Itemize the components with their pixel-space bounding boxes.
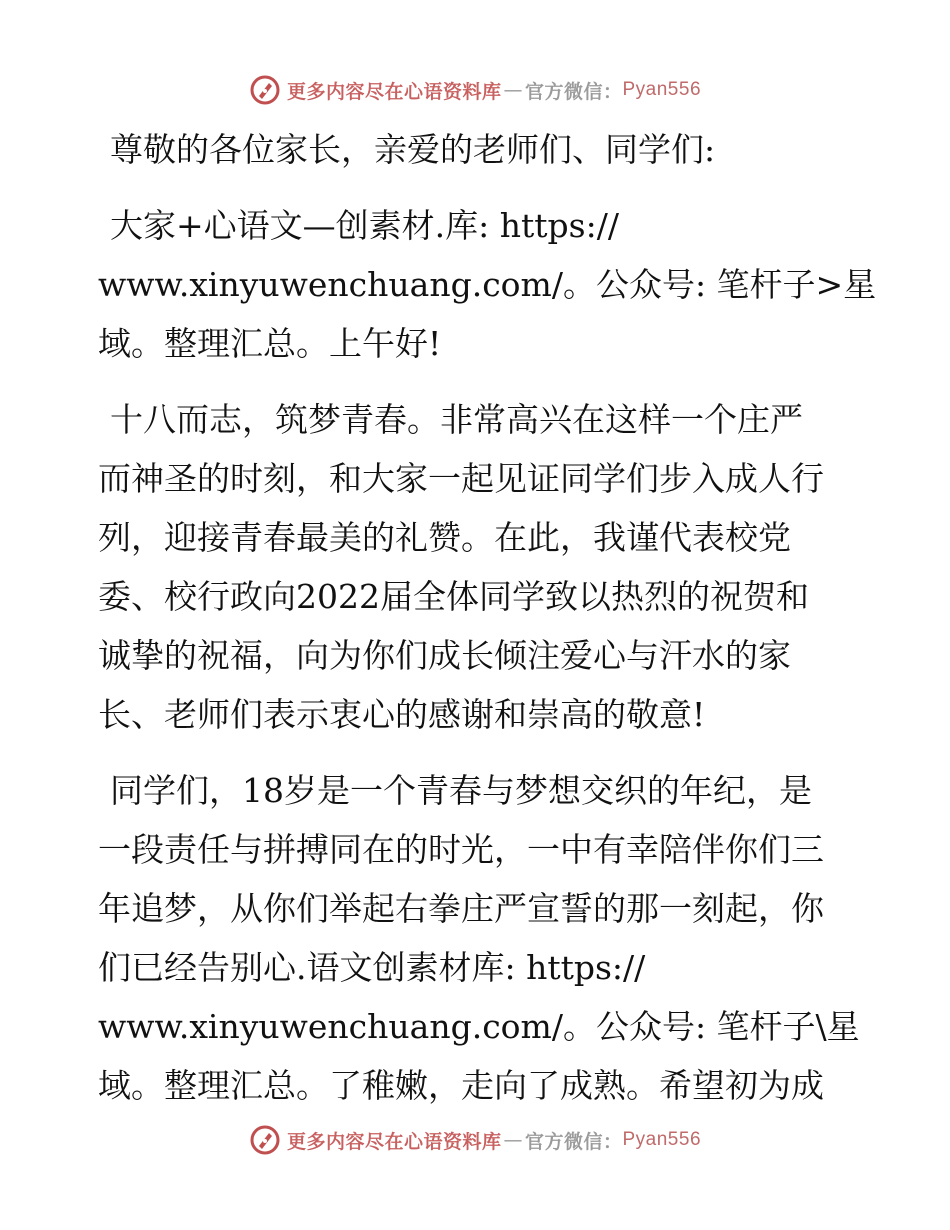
text-line: 而神圣的时刻，和大家一起见证同学们步入成人行 <box>98 459 824 498</box>
header-watermark-banner <box>0 70 950 110</box>
banner-wechat-label: 官方微信： <box>524 80 623 103</box>
paragraph-ceremony <box>98 390 858 744</box>
text-line: www.xinyuwenchuang.com/。公众号: 笔杆子>星 <box>98 265 877 304</box>
banner-separator: — <box>503 1129 523 1151</box>
text-line: 委、校行政向2022届全体同学致以热烈的祝贺和 <box>98 577 809 616</box>
text-line: 域。整理汇总。上午好! <box>98 324 442 363</box>
document-body <box>98 120 877 1132</box>
text-line: 大家+心语文—创素材.库: https:// <box>110 206 619 245</box>
text-line: 们已经告别心.语文创素材库: https:// <box>98 948 646 987</box>
footer-watermark-banner <box>0 1120 950 1160</box>
text-line: 列，迎接青春最美的礼赞。在此，我谨代表校党 <box>98 518 791 557</box>
text-line: 年追梦，从你们举起右拳庄严宣誓的那一刻起，你 <box>98 889 824 928</box>
banner-wechat-label: 官方微信： <box>524 1130 623 1153</box>
banner-text: 更多内容尽在心语资料库 <box>286 1130 502 1153</box>
text-line: 同学们，18岁是一个青春与梦想交织的年纪，是 <box>110 771 812 810</box>
text-line: www.xinyuwenchuang.com/。公众号: 笔杆子\星 <box>98 1007 860 1046</box>
paragraph-intro <box>98 196 877 373</box>
text-line: 尊敬的各位家长，亲爱的老师们、同学们: <box>110 130 716 169</box>
pen-nib-circle-icon <box>249 1124 281 1156</box>
text-line: 诚挚的祝福，向为你们成长倾注爱心与汗水的家 <box>98 636 791 675</box>
banner-wechat-id: Pyan556 <box>622 1129 702 1150</box>
text-line: 一段责任与拼搏同在的时光，一中有幸陪伴你们三 <box>98 830 824 869</box>
banner-wechat-id: Pyan556 <box>622 79 702 100</box>
pen-nib-circle-icon <box>249 74 281 106</box>
text-line: 十八而志，筑梦青春。非常高兴在这样一个庄严 <box>110 400 803 439</box>
paragraph-students <box>98 761 858 1115</box>
banner-text: 更多内容尽在心语资料库 <box>286 80 502 103</box>
text-line: 长、老师们表示衷心的感谢和崇高的敬意! <box>98 695 706 734</box>
text-line: 域。整理汇总。了稚嫩，走向了成熟。希望初为成 <box>98 1066 824 1105</box>
paragraph-greeting <box>98 120 858 179</box>
banner-separator: — <box>503 79 523 101</box>
